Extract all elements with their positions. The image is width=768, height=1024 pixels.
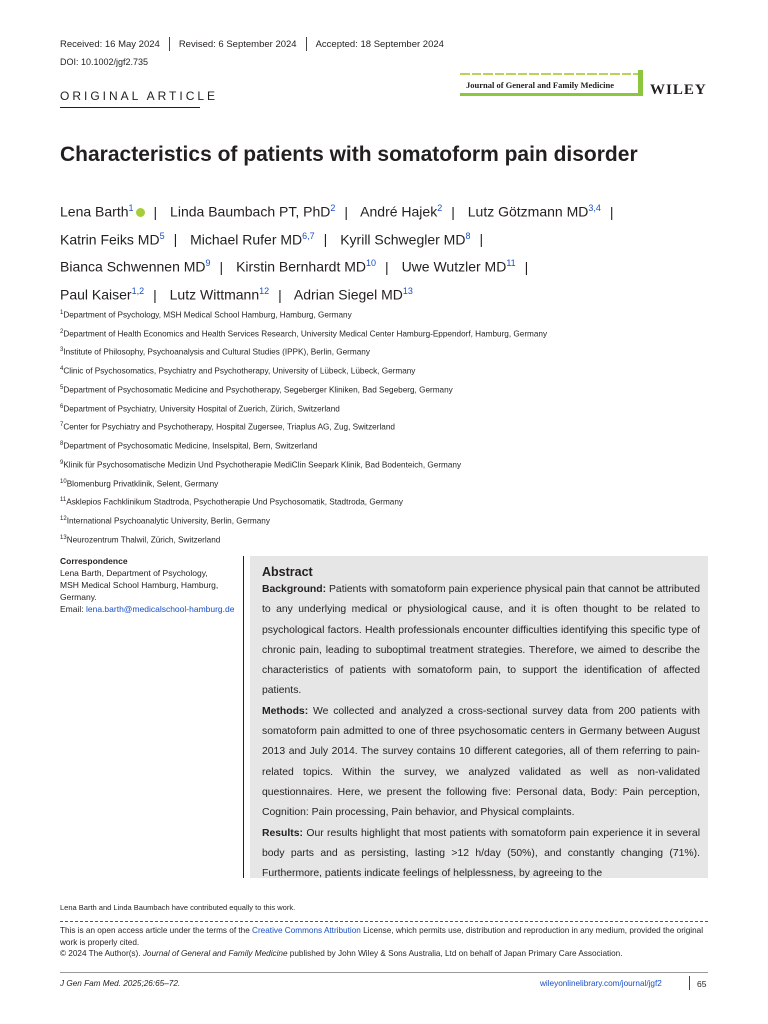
abstract-methods: Methods: We collected and analyzed a cross-sectional survey data from 200 patients with somatoform pain admitted to one of three psychosomatic centers in Germany between August 2013 and July 2014. The survey contains 10 different categories, all of them referring to pain-related topics. Within the survey, we analyzed validated as well as non-validated questionnaires. Here, we present the following five: Personal data, Body: Pain perception, Cognition: Pain processing, Pain behavior, and Physical complaints. [262,705,701,819]
author-affil[interactable]: 11 [506,258,516,269]
author-separator: | [451,203,455,220]
author-separator: | [385,258,389,275]
revised-date: Revised: 6 September 2024 [178,38,297,50]
author-affil[interactable]: 9 [205,258,211,269]
affiliation: $^{12}$International Psychoanalytic University, Berlin, Germany [60,516,270,526]
affiliation: $^{10}$Blomenburg Privatklinik, Selent, Germany [60,478,219,489]
author-affil[interactable]: 1 [128,203,134,213]
author-separator: | [173,231,178,248]
article-type: ORIGINAL ARTICLE [60,89,219,103]
author-separator: | [609,203,614,220]
author-separator: | [219,258,224,275]
author-name[interactable]: Kirstin Bernhardt MD [236,258,367,275]
cc-license-link[interactable]: Creative Commons Attribution [252,926,361,935]
page-divider [689,976,690,990]
abstract-results: Results: Our results highlight that most patients with somatoform pain experience it in several body parts and as persisting, lasting >12 h/day (50%), and constantly changing (71%). Furthermore, patients indicate feelings of helplessness, by agreeing to the [262,827,700,880]
author-affil[interactable]: 10 [366,258,377,269]
affiliation: $^7$Center for Psychiatry and Psychotherapy, Hospital Zugersee, Triaplus AG, Zug, Switzerland [60,422,395,433]
correspondence [60,555,238,615]
author-affil[interactable]: 6,7 [302,230,315,241]
author-separator: | [524,258,529,275]
correspondence-email-line: Email: lena.barth@medicalschool-hamburg.de [60,604,235,614]
publisher-logo: WILEY [650,82,707,98]
author-row [60,224,720,252]
footnote-divider [60,921,708,922]
footer-rule [60,972,708,973]
correspondence-line: MSH Medical School Hamburg, Hamburg, [60,580,219,590]
author-separator: | [278,286,282,303]
author-name[interactable]: Kyrill Schwegler MD [340,231,466,248]
article-type-rule [60,107,200,108]
abstract-background: Background: Patients with somatoform pain experience physical pain that cannot be attributed to any underlying medical or physiological cause, and it is often thought to be related to psychological factors. Health professionals encounter difficulties identifying this specific type of chronic pain, leading to suboptimal treatment strategies. Therefore, we aimed to describe the characteristics of patients with somatoform pain, to support the identification of affected patients. [262,584,700,697]
affiliation: $^2$Department of Health Economics and Health Services Research, University Medical Center Hamburg-Eppendorf, Hamburg, Germany [60,328,548,339]
article-title: Characteristics of patients with somatoform pain disorder [60,143,638,166]
author-row [60,251,720,279]
author-affil[interactable]: 2 [437,203,443,213]
journal-url-link[interactable]: wileyonlinelibrary.com/journal/jgf2 [540,979,662,988]
abstract-heading: Abstract [262,565,313,579]
author-affil[interactable]: 12 [259,285,270,296]
received-date: Received: 16 May 2024 [60,38,160,50]
author-separator: | [323,231,328,248]
author-affil[interactable]: 2 [330,203,336,213]
author-name[interactable]: Michael Rufer MD [190,231,303,248]
date-divider [306,37,307,51]
affiliation: $^8$Department of Psychosomatic Medicine, Inselspital, Bern, Switzerland [60,441,318,451]
author-name[interactable]: Lutz Wittmann [169,286,260,303]
email-link[interactable]: lena.barth@medicalschool-hamburg.de [85,604,235,614]
correspondence-line: Germany. [60,592,97,602]
affiliation: $^{13}$Neurozentrum Thalwil, Zürich, Switzerland [60,534,221,545]
logo-bars-icon [460,70,643,78]
affiliation: $^1$Department of Psychology, MSH Medical School Hamburg, Hamburg, Germany [60,310,352,320]
author-affil[interactable]: 8 [465,230,471,241]
affiliation-list [60,305,547,549]
author-name[interactable]: Paul Kaiser [60,286,132,303]
author-row [60,279,720,307]
author-name[interactable]: Adrian Siegel MD [293,286,403,303]
column-divider [243,556,244,878]
author-separator: | [479,231,484,248]
article-dates [60,37,444,51]
author-separator: | [344,203,349,220]
author-list [60,196,720,307]
correspondence-line: Lena Barth, Department of Psychology, [60,568,208,578]
journal-citation: J Gen Fam Med. 2025;26:65–72. [60,979,181,988]
author-row [60,196,720,224]
author-affil[interactable]: 3,4 [588,203,601,213]
accepted-date: Accepted: 18 September 2024 [315,38,444,50]
correspondence-heading: Correspondence [60,556,128,566]
author-name[interactable]: Bianca Schwennen MD [60,258,206,275]
author-separator: | [153,203,158,220]
license-note: This is an open access article under the terms of the Creative Commons Attribution License, which permits use, distribution and reproduction in any medium, provided the original work is properly cited. © 2024 The Author(s). Journal of General and Family Medicine published by John Wiley & Sons Australia, Ltd on behalf of Japan Primary Care Association. [60,926,704,958]
affiliation: $^{11}$Asklepios Fachklinikum Stadtroda, Psychotherapie Und Psychosomatik, Stadtroda, Germany [60,497,403,508]
affiliation: $^3$Institute of Philosophy, Psychoanalysis and Cultural Studies (IPPK), Berlin, Germany [60,347,370,358]
author-name[interactable]: Lutz Götzmann MD [467,203,589,220]
affiliation: $^4$Clinic of Psychosomatics, Psychiatry and Psychotherapy, University of Lübeck, Lübeck, Germany [60,366,416,376]
journal-logo [460,70,643,96]
orcid-icon[interactable] [136,208,145,217]
journal-logo-text: Journal of General and Family Medicine [466,80,615,90]
affiliation: $^6$Department of Psychiatry, University Hospital of Zuerich, Zürich, Switzerland [60,403,340,414]
author-affil[interactable]: 5 [159,230,165,241]
author-name[interactable]: Linda Baumbach PT, PhD [170,203,331,220]
abstract-box [250,556,708,878]
author-separator: | [153,286,157,303]
author-name[interactable]: Lena Barth [60,203,129,220]
affiliation: $^9$Klinik für Psychosomatische Medizin Und Psychotherapie MediClin Seepark Klinik, Bad Bodenteich, Germany [60,459,462,470]
author-name[interactable]: André Hajek [360,203,438,220]
logo-underbar [460,93,643,96]
author-name[interactable]: Uwe Wutzler MD [401,258,507,275]
affiliation: $^5$Department of Psychosomatic Medicine and Psychotherapy, Segeberger Kliniken, Bad Segeberg, Germany [60,384,453,395]
date-divider [169,37,170,51]
author-affil[interactable]: 1,2 [131,285,145,296]
contribution-note: Lena Barth and Linda Baumbach have contributed equally to this work. [60,903,296,912]
page-number: 65 [697,979,707,989]
logo-accent [638,70,643,96]
author-affil[interactable]: 13 [402,285,413,296]
doi[interactable]: DOI: 10.1002/jgf2.735 [60,57,149,67]
author-name[interactable]: Katrin Feiks MD [60,231,160,248]
